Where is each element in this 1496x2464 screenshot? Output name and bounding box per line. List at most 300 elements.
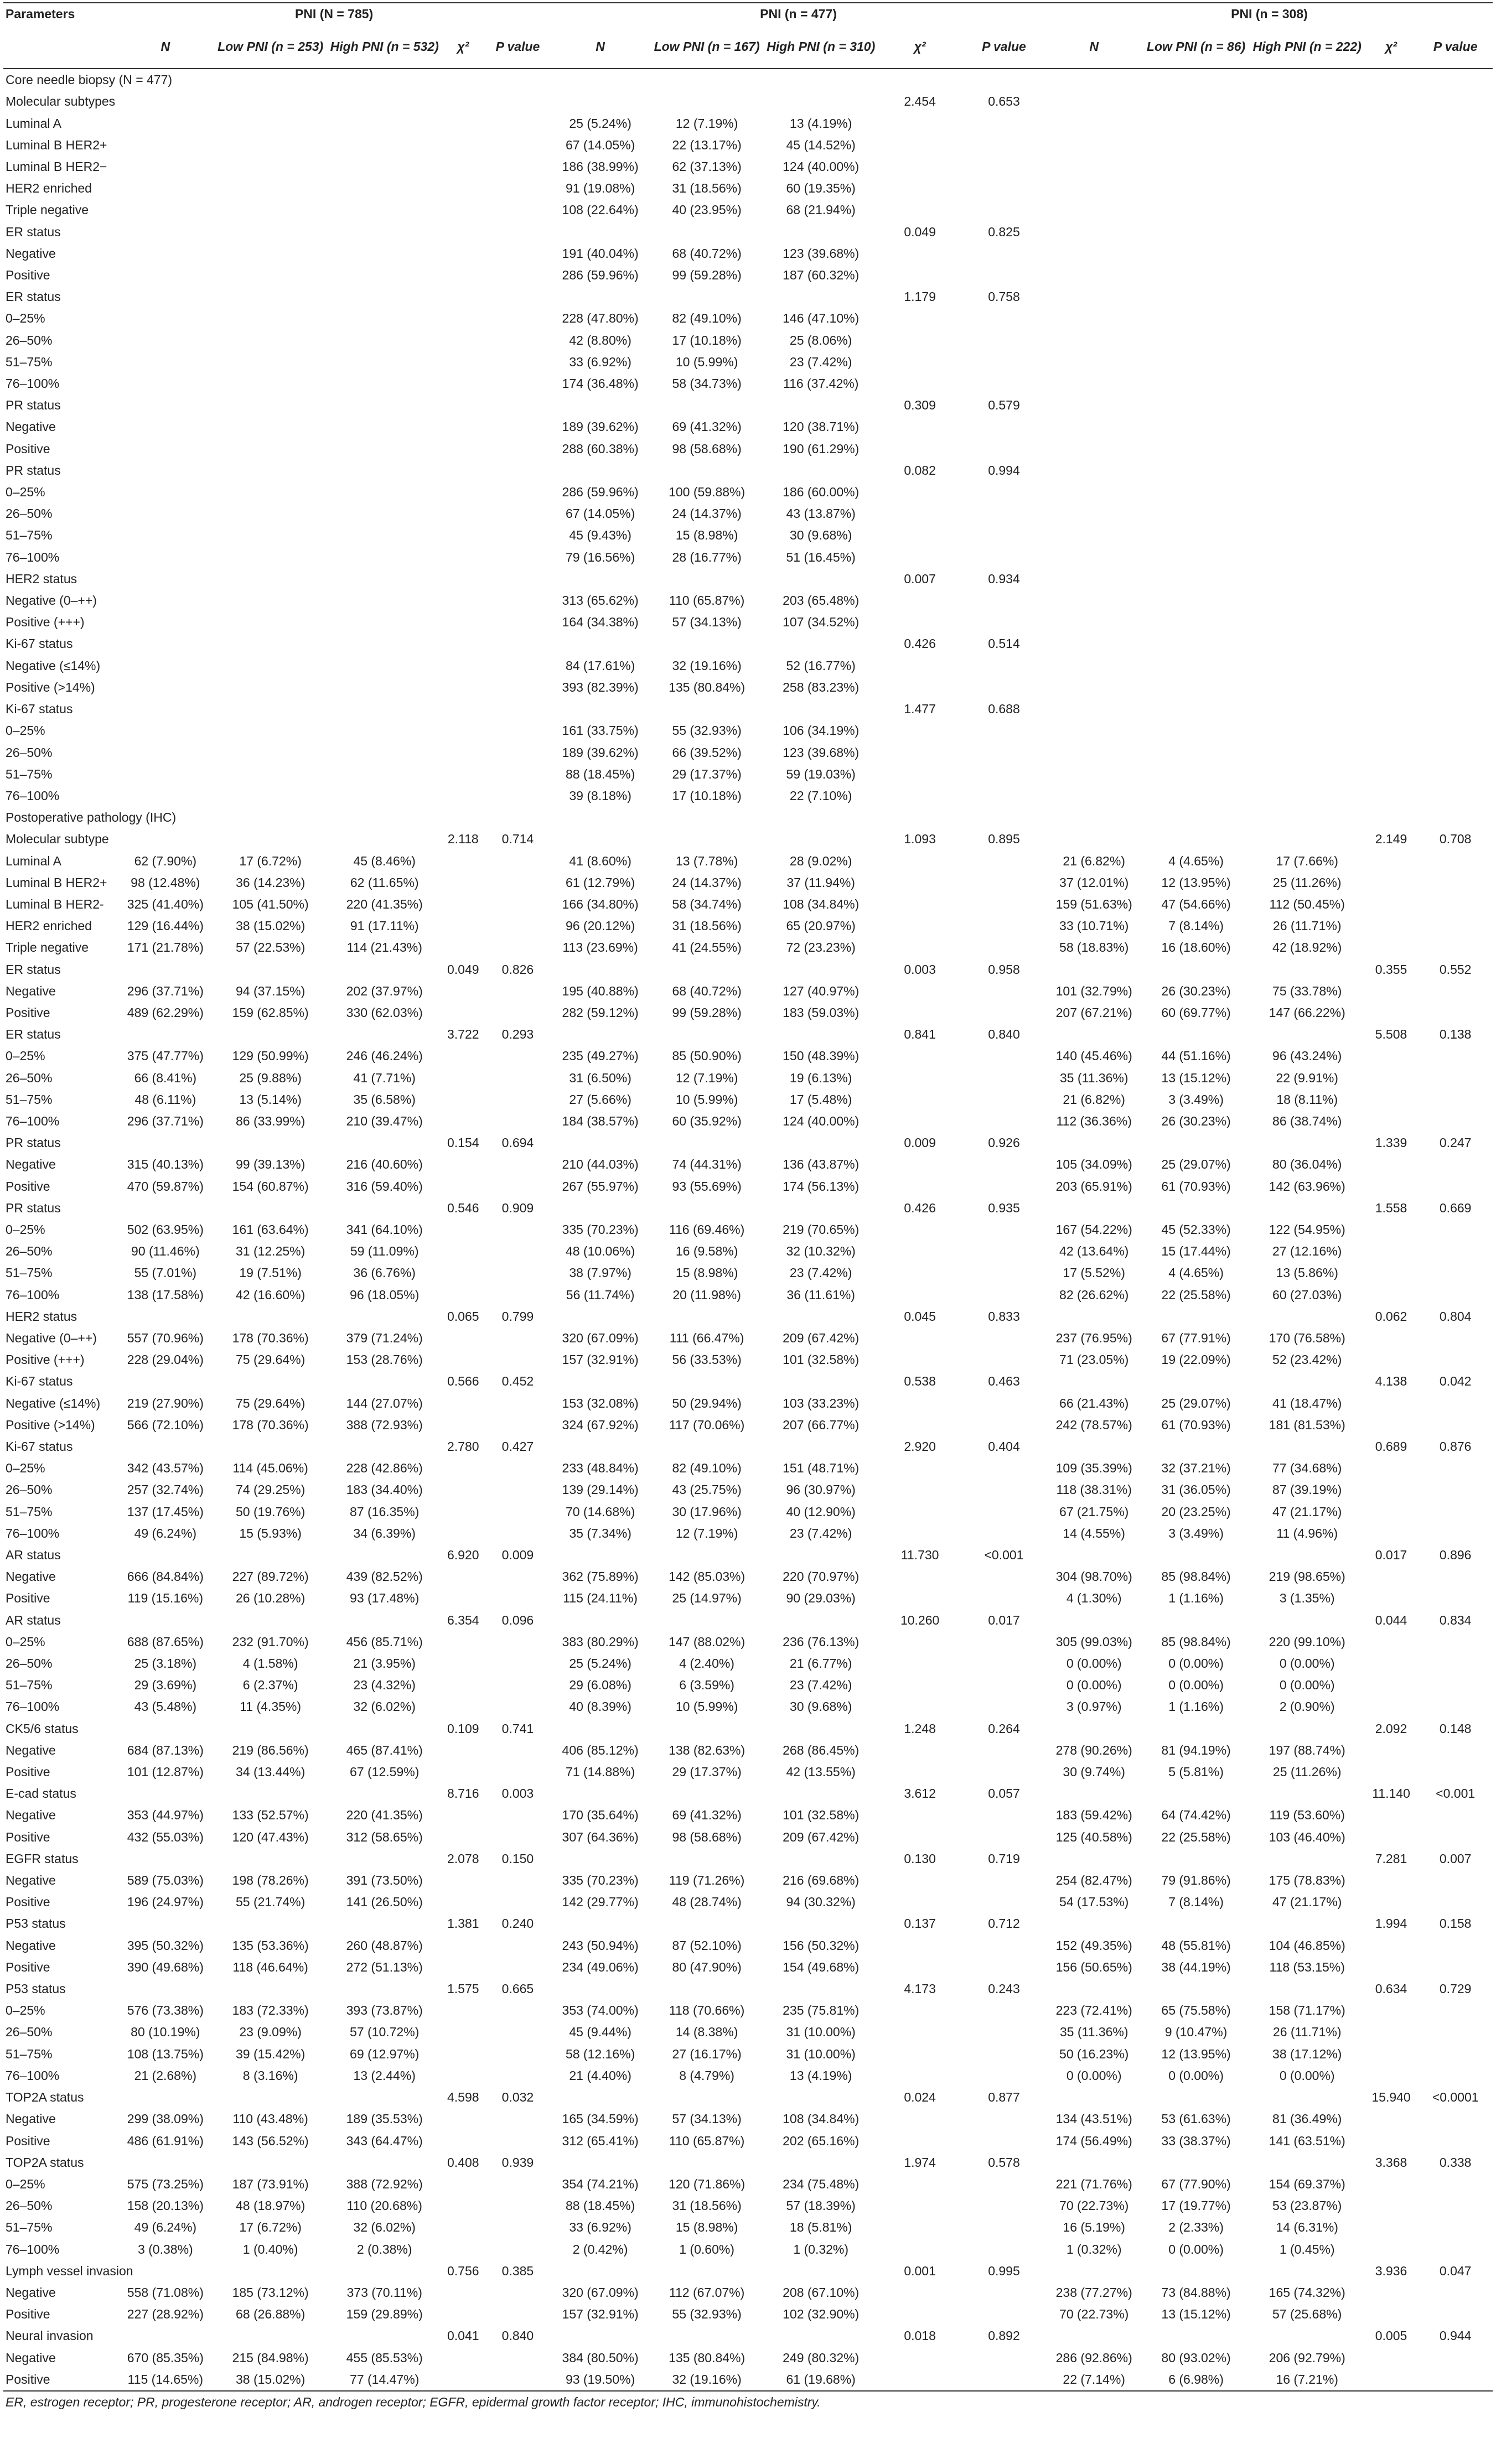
table-cell (1418, 243, 1493, 264)
table-cell: 2.149 (1375, 832, 1407, 847)
table-cell (442, 395, 485, 416)
table-cell (214, 2087, 328, 2108)
row-label: 0–25% (6, 1049, 45, 1064)
table-cell (214, 1024, 328, 1045)
table-cell: 11 (4.96%) (1276, 1526, 1338, 1540)
table-cell (1364, 1588, 1419, 1609)
table-cell: 2.092 (1375, 1721, 1407, 1736)
table-cell (1364, 1154, 1419, 1175)
table-cell: 354 (74.21%) (562, 2176, 639, 2191)
table-cell (485, 1414, 551, 1436)
table-cell (117, 1544, 214, 1566)
table-cell (962, 1588, 1046, 1609)
table-cell (328, 785, 442, 807)
table-cell (117, 178, 214, 199)
table-cell (214, 178, 328, 199)
table-cell (442, 113, 485, 134)
table-cell (442, 677, 485, 698)
table-cell (1364, 894, 1419, 915)
table-cell (485, 698, 551, 720)
table-cell: 202 (65.16%) (783, 2133, 860, 2148)
table-cell (1418, 351, 1493, 373)
table-cell (117, 785, 214, 807)
table-cell: 115 (24.11%) (563, 1591, 638, 1606)
table-cell: 390 (49.68%) (127, 1959, 204, 1974)
column-header: N (1046, 25, 1142, 69)
table-cell (442, 1696, 485, 1718)
table-cell (878, 1501, 962, 1523)
table-cell (1142, 286, 1250, 308)
table-cell (328, 481, 442, 503)
table-cell (962, 1566, 1046, 1588)
table-cell: 15 (8.98%) (675, 528, 738, 543)
table-cell (1142, 828, 1250, 850)
table-cell (962, 1696, 1046, 1718)
table-row (3, 959, 1493, 981)
table-cell: 31 (10.00%) (786, 2025, 856, 2040)
table-cell (551, 69, 650, 91)
row-label: 76–100% (6, 1113, 60, 1128)
table-cell (764, 807, 878, 828)
table-cell (1364, 221, 1419, 243)
table-cell (878, 1067, 962, 1089)
table-cell (214, 611, 328, 633)
table-cell: 58 (34.74%) (672, 896, 742, 911)
table-cell: 30 (9.68%) (789, 1699, 852, 1714)
table-cell: 21 (3.95%) (353, 1656, 416, 1671)
table-cell: 0 (0.00%) (1066, 1678, 1122, 1693)
table-cell (442, 178, 485, 199)
row-label: Positive (6, 1005, 50, 1020)
table-cell (1250, 134, 1364, 156)
table-cell (962, 1111, 1046, 1132)
table-cell: 58 (18.83%) (1059, 940, 1129, 955)
table-cell (442, 1566, 485, 1588)
row-label: Negative (6, 1808, 56, 1823)
table-cell: 31 (18.56%) (672, 919, 742, 933)
table-cell (442, 2021, 485, 2043)
table-cell (1418, 1566, 1493, 1588)
table-cell (485, 742, 551, 764)
table-cell: 48 (10.06%) (565, 1244, 635, 1259)
table-cell: 30 (9.68%) (789, 528, 852, 543)
table-cell: 186 (38.99%) (562, 159, 639, 174)
table-cell (442, 1111, 485, 1132)
table-cell: 42 (18.92%) (1272, 940, 1342, 955)
table-cell (117, 611, 214, 633)
table-cell: 81 (36.49%) (1272, 2112, 1342, 2126)
table-cell (117, 308, 214, 329)
table-cell (1418, 764, 1493, 785)
table-cell (1364, 156, 1419, 178)
table-cell (1364, 1089, 1419, 1111)
table-cell (1364, 395, 1419, 416)
table-cell (1250, 1197, 1364, 1219)
table-cell (442, 2000, 485, 2021)
table-cell: 13 (5.14%) (239, 1092, 302, 1107)
table-cell: 0.047 (1439, 2263, 1472, 2278)
table-cell: 0.007 (904, 571, 936, 586)
row-label: AR status (6, 1612, 61, 1627)
table-cell: 17 (10.18%) (672, 333, 742, 347)
row-label: EGFR status (6, 1851, 79, 1866)
table-cell (328, 547, 442, 568)
table-cell (485, 134, 551, 156)
table-cell (214, 330, 328, 351)
table-cell (117, 438, 214, 460)
table-cell: 0.653 (988, 94, 1020, 109)
table-cell (551, 959, 650, 981)
table-cell (442, 1631, 485, 1653)
table-cell (551, 2087, 650, 2108)
table-cell (650, 807, 764, 828)
table-cell (962, 1089, 1046, 1111)
table-cell: 0.958 (988, 962, 1020, 977)
table-cell: 82 (49.10%) (672, 311, 742, 326)
table-cell (962, 742, 1046, 764)
table-cell (1250, 611, 1364, 633)
table-cell (328, 720, 442, 741)
table-cell: 53 (61.63%) (1161, 2112, 1231, 2126)
table-cell (878, 1674, 962, 1696)
table-cell (442, 243, 485, 264)
table-cell (485, 1002, 551, 1024)
table-cell: 343 (64.47%) (346, 2133, 423, 2148)
row-label: HER2 status (6, 571, 77, 586)
table-cell: 50 (16.23%) (1059, 2046, 1129, 2061)
table-cell: 70 (22.73%) (1059, 2198, 1129, 2213)
table-cell (1142, 221, 1250, 243)
table-cell: 56 (33.53%) (672, 1352, 742, 1367)
table-cell (117, 156, 214, 178)
table-cell: 68 (21.94%) (786, 203, 856, 217)
table-cell: 47 (54.66%) (1161, 896, 1231, 911)
table-cell (1142, 156, 1250, 178)
table-cell: 286 (92.86%) (1055, 2350, 1132, 2365)
table-cell (442, 1349, 485, 1371)
table-cell: 33 (6.92%) (569, 354, 631, 369)
table-cell: 1.575 (447, 1981, 479, 1996)
table-cell: 221 (71.76%) (1055, 2176, 1132, 2191)
table-cell (214, 395, 328, 416)
table-cell (485, 2195, 551, 2217)
table-cell: 52 (16.77%) (786, 658, 856, 673)
table-row (3, 1436, 1493, 1457)
table-cell (485, 1804, 551, 1826)
table-cell (878, 1241, 962, 1262)
table-cell (442, 156, 485, 178)
table-cell (1364, 1002, 1419, 1024)
table-cell (1250, 698, 1364, 720)
table-cell (1142, 2325, 1250, 2347)
table-cell: 8 (4.79%) (679, 2068, 734, 2083)
table-cell: 87 (52.10%) (672, 1938, 742, 1953)
table-cell: 67 (14.05%) (565, 137, 635, 152)
table-cell: 684 (87.13%) (127, 1742, 204, 1757)
table-cell (442, 698, 485, 720)
table-cell (878, 850, 962, 872)
table-cell (1418, 981, 1493, 1002)
table-cell (442, 2173, 485, 2195)
table-cell (1046, 69, 1142, 91)
table-cell (551, 286, 650, 308)
table-cell (1418, 460, 1493, 481)
table-cell: 393 (73.87%) (346, 2003, 423, 2018)
table-cell (878, 1479, 962, 1501)
table-cell: 80 (10.19%) (131, 2025, 200, 2040)
table-cell (878, 2065, 962, 2087)
table-cell (878, 69, 962, 91)
table-cell: 28 (16.77%) (672, 549, 742, 564)
table-cell: 118 (46.64%) (232, 1959, 308, 1974)
row-label: Triple negative (6, 940, 89, 955)
table-cell (962, 1154, 1046, 1175)
table-cell (962, 2304, 1046, 2325)
row-label: Neural invasion (6, 2328, 94, 2343)
table-cell: 101 (32.58%) (783, 1808, 860, 1823)
table-cell: 27 (5.66%) (569, 1092, 631, 1107)
table-cell: 0.833 (988, 1309, 1020, 1324)
row-label: Negative (0–++) (6, 593, 97, 608)
table-row (3, 2304, 1493, 2325)
table-row (3, 2217, 1493, 2238)
table-cell (962, 1241, 1046, 1262)
table-cell: 0.041 (447, 2328, 479, 2343)
table-cell (1250, 351, 1364, 373)
table-cell: 13 (15.12%) (1161, 1070, 1231, 1085)
table-cell (117, 590, 214, 611)
table-row (3, 2282, 1493, 2304)
table-cell: 129 (50.99%) (232, 1049, 309, 1064)
table-row (3, 1978, 1493, 2000)
table-cell: 209 (67.42%) (783, 1829, 860, 1844)
table-cell (1250, 2260, 1364, 2282)
table-cell (1142, 91, 1250, 112)
table-cell (1364, 438, 1419, 460)
table-cell: 31 (10.00%) (786, 2046, 856, 2061)
table-cell: 341 (64.10%) (346, 1222, 423, 1237)
table-cell: 470 (59.87%) (127, 1179, 204, 1194)
table-cell (328, 221, 442, 243)
table-cell: 0.926 (988, 1135, 1020, 1150)
table-row (3, 1045, 1493, 1067)
table-row (3, 1653, 1493, 1674)
table-cell (117, 1978, 214, 2000)
table-cell (1418, 1870, 1493, 1891)
table-cell (1364, 460, 1419, 481)
table-row (3, 1067, 1493, 1089)
table-cell: 187 (73.91%) (232, 2176, 309, 2191)
table-cell (650, 633, 764, 655)
table-cell (117, 460, 214, 481)
table-cell (1142, 308, 1250, 329)
row-label: Positive (>14%) (6, 679, 95, 694)
table-cell (1364, 264, 1419, 286)
table-cell: 105 (41.50%) (232, 896, 309, 911)
row-label: Positive (6, 1591, 50, 1606)
table-cell: 142 (29.77%) (562, 1895, 639, 1910)
table-cell (1046, 959, 1142, 981)
table-cell: 147 (88.02%) (669, 1634, 746, 1649)
table-cell: 0.024 (904, 2090, 936, 2105)
row-label: Luminal B HER2+ (6, 875, 107, 890)
table-cell (1364, 698, 1419, 720)
table-cell: 666 (84.84%) (127, 1569, 204, 1584)
row-label: ER status (6, 289, 61, 304)
table-cell: 120 (71.86%) (669, 2176, 746, 2191)
table-cell: 161 (33.75%) (562, 723, 639, 738)
row-label: Negative (6, 246, 56, 261)
table-cell (962, 2239, 1046, 2260)
table-cell (1142, 264, 1250, 286)
table-cell: 64 (74.42%) (1161, 1808, 1231, 1823)
row-label: 0–25% (6, 1461, 45, 1476)
table-cell (962, 590, 1046, 611)
table-row (3, 785, 1493, 807)
table-cell (485, 1241, 551, 1262)
table-cell (117, 1306, 214, 1327)
table-cell (1364, 1696, 1419, 1718)
table-cell (214, 69, 328, 91)
table-cell (117, 1718, 214, 1740)
row-label: 76–100% (6, 2242, 60, 2256)
table-cell: 31 (18.56%) (672, 2198, 742, 2213)
table-cell (1250, 373, 1364, 395)
table-cell: 23 (4.32%) (353, 1678, 416, 1693)
table-cell (962, 1935, 1046, 1957)
table-cell (878, 351, 962, 373)
table-row (3, 1740, 1493, 1761)
table-cell: 195 (40.88%) (562, 983, 639, 998)
table-cell: 47 (21.17%) (1272, 1504, 1342, 1519)
table-cell (328, 525, 442, 546)
table-cell (485, 633, 551, 655)
table-cell (1364, 351, 1419, 373)
table-cell (878, 1393, 962, 1414)
table-cell (442, 894, 485, 915)
table-cell: 23 (7.42%) (789, 354, 852, 369)
table-cell: 143 (56.52%) (232, 2133, 309, 2148)
table-cell (650, 1978, 764, 2000)
table-cell (1418, 1696, 1493, 1718)
table-cell (485, 113, 551, 134)
table-cell (878, 1176, 962, 1197)
table-cell (328, 264, 442, 286)
table-cell (962, 1045, 1046, 1067)
table-cell (1046, 1197, 1142, 1219)
table-cell: 6.920 (447, 1548, 479, 1563)
table-cell (878, 1262, 962, 1284)
table-cell (485, 286, 551, 308)
table-cell (1418, 2369, 1493, 2391)
table-cell (1364, 1523, 1419, 1544)
table-cell (214, 785, 328, 807)
table-cell (442, 2043, 485, 2065)
table-cell: 203 (65.48%) (783, 593, 860, 608)
table-cell (1250, 395, 1364, 416)
table-cell: 25 (11.26%) (1272, 875, 1342, 890)
table-cell (328, 611, 442, 633)
table-cell (1142, 330, 1250, 351)
table-cell (485, 1870, 551, 1891)
table-cell: 157 (32.91%) (562, 2307, 639, 2322)
table-cell: 81 (94.19%) (1161, 1742, 1231, 1757)
table-cell: 0.057 (988, 1786, 1020, 1801)
table-cell: 154 (49.68%) (783, 1959, 860, 1974)
table-cell: 22 (25.58%) (1161, 1829, 1231, 1844)
table-cell (1364, 1111, 1419, 1132)
table-cell (485, 1935, 551, 1957)
table-cell (214, 742, 328, 764)
table-cell: 80 (47.90%) (672, 1959, 742, 1974)
table-cell (214, 91, 328, 112)
table-cell: 210 (39.47%) (346, 1113, 423, 1128)
table-cell: 98 (58.68%) (672, 1829, 742, 1844)
table-cell: 108 (34.84%) (783, 896, 860, 911)
table-cell (1364, 1349, 1419, 1371)
table-cell (442, 308, 485, 329)
group-header-all: PNI (N = 785) (117, 3, 551, 25)
table-cell (214, 286, 328, 308)
table-cell (1142, 1436, 1250, 1457)
table-cell (328, 1718, 442, 1740)
table-cell (1250, 764, 1364, 785)
table-cell (1418, 655, 1493, 677)
table-cell: 69 (41.32%) (672, 1808, 742, 1823)
table-cell (442, 351, 485, 373)
table-cell: 135 (53.36%) (232, 1938, 309, 1953)
table-row (3, 698, 1493, 720)
table-cell: 57 (34.13%) (672, 615, 742, 630)
row-label: 51–75% (6, 2220, 53, 2235)
table-cell (1046, 611, 1142, 633)
table-cell (764, 1848, 878, 1870)
table-cell (962, 1414, 1046, 1436)
table-cell (650, 698, 764, 720)
table-row (3, 1327, 1493, 1349)
table-cell (551, 698, 650, 720)
table-cell (1250, 221, 1364, 243)
table-cell: 34 (13.44%) (235, 1765, 306, 1780)
table-cell: 189 (39.62%) (562, 419, 639, 434)
table-row (3, 1718, 1493, 1740)
table-cell (551, 633, 650, 655)
table-cell (1046, 2260, 1142, 2282)
table-cell: 258 (83.23%) (783, 679, 860, 694)
table-cell (1250, 199, 1364, 221)
table-cell (962, 2021, 1046, 2043)
table-cell: 1.974 (904, 2155, 936, 2170)
table-cell: 1.558 (1375, 1200, 1407, 1215)
table-cell (1046, 1436, 1142, 1457)
table-cell: 29 (3.69%) (134, 1678, 197, 1693)
table-cell: 0.804 (1439, 1309, 1472, 1324)
table-cell (878, 2239, 962, 2260)
table-cell (442, 1154, 485, 1175)
table-cell: 0.825 (988, 224, 1020, 239)
table-cell: 154 (69.37%) (1269, 2176, 1345, 2191)
row-label: PR status (6, 463, 61, 478)
table-cell: 0.240 (501, 1916, 534, 1931)
table-cell: 1 (0.60%) (679, 2242, 734, 2256)
table-cell: 124 (40.00%) (783, 1113, 860, 1128)
table-cell (485, 2173, 551, 2195)
table-cell (485, 503, 551, 525)
table-cell: 325 (41.40%) (127, 896, 204, 911)
row-label: Negative (≤14%) (6, 658, 101, 673)
table-cell (551, 828, 650, 850)
table-cell: 32 (6.02%) (353, 2220, 416, 2235)
